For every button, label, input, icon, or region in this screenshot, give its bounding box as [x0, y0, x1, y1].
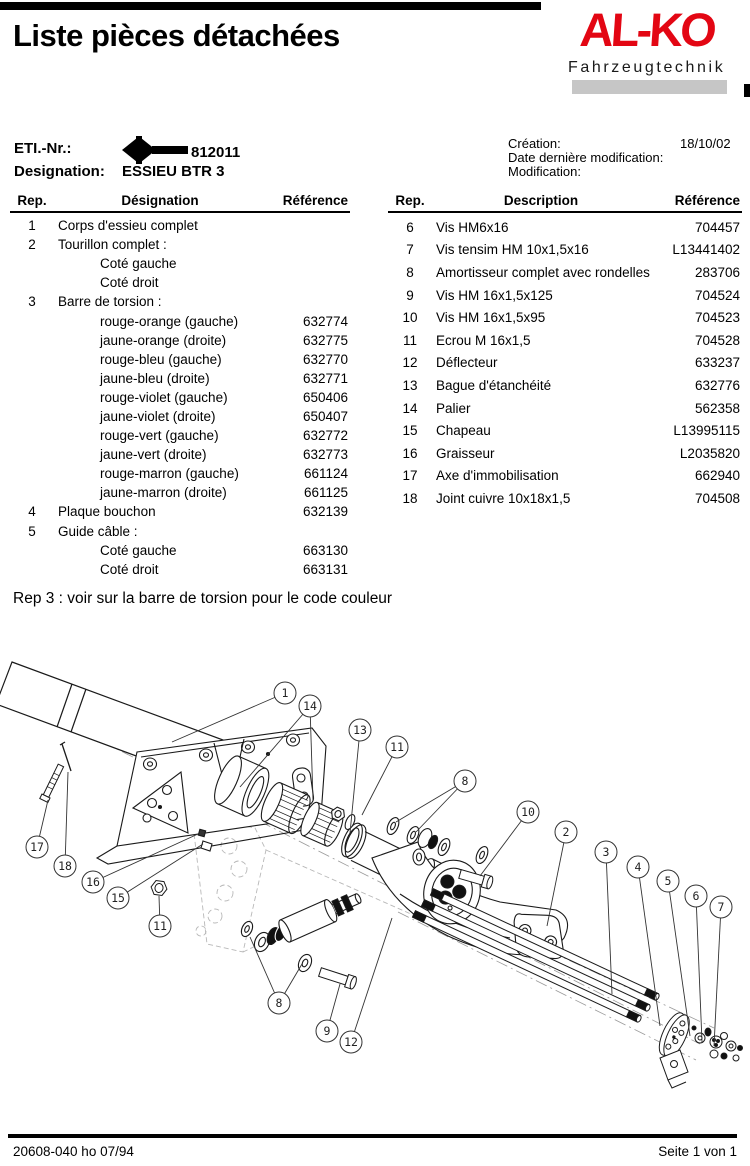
cell-rep: 17 — [402, 468, 418, 484]
cell-designation: rouge-bleu (gauche) — [100, 351, 222, 367]
svg-text:7: 7 — [717, 900, 725, 914]
callout-6 — [685, 885, 707, 907]
svg-text:4: 4 — [634, 860, 642, 874]
cell-designation: rouge-orange (gauche) — [100, 313, 239, 329]
cell-rep: 12 — [402, 355, 418, 371]
page-edge-mark — [744, 84, 750, 97]
end-plate-and-hardware — [654, 1009, 742, 1088]
cell-rep: 2 — [28, 237, 36, 253]
cell-rep: 3 — [28, 294, 36, 310]
cell-designation: Guide câble : — [58, 523, 138, 539]
cell-rep: 4 — [28, 504, 36, 520]
cell-reference: 704528 — [694, 332, 740, 348]
callout-4 — [627, 856, 649, 878]
table-row — [10, 311, 350, 330]
cell-designation: Corps d'essieu complet — [58, 218, 198, 234]
cell-reference: 632139 — [302, 504, 348, 520]
col-header-reference: Référence — [282, 193, 348, 208]
bolt-9 — [318, 966, 358, 990]
table-row — [10, 407, 350, 426]
cell-reference: 650407 — [302, 408, 348, 424]
cell-designation: Déflecteur — [436, 355, 498, 371]
eti-label: ETI.-Nr.: — [14, 140, 72, 157]
table-row — [10, 292, 350, 311]
callout-3 — [595, 841, 617, 863]
cell-reference: 661124 — [303, 466, 348, 482]
cell-reference: 704523 — [694, 310, 740, 326]
table-row — [10, 445, 350, 464]
cell-designation: Ecrou M 16x1,5 — [436, 332, 531, 348]
locking-pin-17 — [40, 763, 65, 802]
table-row — [10, 483, 350, 502]
designation-label: Designation: — [14, 163, 105, 180]
right-parts-table — [388, 190, 742, 510]
callout-17 — [26, 836, 48, 858]
table-row — [10, 388, 350, 407]
cell-reference: 632773 — [302, 447, 348, 463]
cell-designation: Bague d'étanchéité — [436, 377, 552, 393]
svg-text:16: 16 — [86, 875, 100, 889]
svg-text:3: 3 — [602, 845, 610, 859]
creation-value: 18/10/02 — [680, 136, 731, 151]
callout-15 — [107, 887, 129, 909]
svg-text:5: 5 — [664, 874, 672, 888]
leader-line-18 — [65, 772, 68, 866]
leader-line-7 — [714, 907, 721, 1046]
cell-designation: Coté gauche — [100, 256, 177, 272]
cell-reference: 650406 — [302, 389, 348, 405]
left-parts-table — [10, 190, 350, 579]
creation-label: Création: — [508, 136, 561, 151]
footer-page-number: Seite 1 von 1 — [658, 1144, 737, 1159]
leader-line-10 — [480, 812, 528, 876]
svg-text:2: 2 — [562, 825, 570, 839]
cell-designation: Graisseur — [436, 445, 495, 461]
cell-designation: Chapeau — [436, 423, 491, 439]
callout-7 — [710, 896, 732, 918]
cell-designation: Palier — [436, 400, 471, 416]
callout-16 — [82, 871, 104, 893]
svg-text:18: 18 — [58, 859, 72, 873]
cell-rep: 5 — [28, 523, 36, 539]
cell-rep: 7 — [406, 242, 414, 258]
table-row — [388, 352, 742, 375]
table-row — [10, 350, 350, 369]
cell-designation: jaune-orange (droite) — [100, 332, 227, 348]
logo-subtitle: Fahrzeugtechnik — [568, 59, 726, 76]
logo-gray-bar — [572, 80, 727, 94]
callout-2 — [555, 821, 577, 843]
eti-value: 812011 — [191, 144, 241, 161]
callout-10 — [517, 801, 539, 823]
cell-designation: jaune-bleu (droite) — [100, 370, 210, 386]
footer-doc-number: 20608-040 ho 07/94 — [13, 1144, 134, 1159]
col-header-description: Description — [503, 193, 579, 208]
table-row — [10, 273, 350, 292]
cell-rep: 13 — [402, 377, 418, 393]
cell-reference: 632771 — [302, 370, 348, 386]
callout-14 — [299, 695, 321, 717]
svg-text:8: 8 — [275, 996, 283, 1010]
cell-reference: 704457 — [694, 219, 740, 235]
cell-rep: 10 — [402, 310, 418, 326]
cell-designation: Vis tensim HM 10x1,5x16 — [436, 242, 589, 258]
svg-text:14: 14 — [303, 699, 317, 713]
table-row — [388, 306, 742, 329]
cell-reference: 632772 — [302, 428, 348, 444]
table-row — [10, 522, 350, 541]
cell-designation: Axe d'immobilisation — [436, 468, 559, 484]
modification-label: Modification: — [508, 164, 581, 179]
table-row — [388, 284, 742, 307]
table-row — [10, 560, 350, 579]
table-row — [388, 397, 742, 420]
cell-reference: 283706 — [694, 264, 740, 280]
cell-designation: jaune-marron (droite) — [100, 485, 227, 501]
cell-rep: 16 — [402, 445, 418, 461]
cell-designation: jaune-vert (droite) — [100, 447, 207, 463]
svg-text:17: 17 — [30, 840, 44, 854]
cell-designation: Coté droit — [100, 561, 159, 577]
leader-line-12 — [351, 918, 392, 1042]
last-modification-label: Date dernière modification: — [508, 150, 664, 165]
table-row — [388, 419, 742, 442]
leader-line-8 — [396, 781, 465, 822]
cell-designation: Tourillon complet : — [58, 237, 167, 253]
cell-designation: Joint cuivre 10x18x1,5 — [436, 490, 571, 506]
table-row — [388, 442, 742, 465]
footer-rule — [8, 1134, 737, 1138]
cell-rep: 6 — [406, 219, 414, 235]
cell-designation: Amortisseur complet avec rondelles — [436, 264, 650, 280]
cell-reference: L2035820 — [679, 445, 740, 461]
table-row — [388, 329, 742, 352]
rep3-note: Rep 3 : voir sur la barre de torsion pour le code couleur — [13, 590, 393, 607]
cell-rep: 11 — [402, 332, 417, 348]
cell-reference: 661125 — [303, 485, 348, 501]
cell-designation: jaune-violet (droite) — [100, 408, 216, 424]
col-header-rep: Rep. — [17, 193, 47, 208]
cell-reference: L13995115 — [673, 423, 740, 439]
col-header-reference: Référence — [674, 193, 740, 208]
callout-13 — [349, 719, 371, 741]
cell-rep: 8 — [406, 264, 414, 280]
callout-5 — [657, 870, 679, 892]
table-row — [10, 464, 350, 483]
table-row — [388, 487, 742, 510]
svg-text:8: 8 — [461, 774, 469, 788]
callout-11 — [149, 915, 171, 937]
cell-reference: L13441402 — [672, 242, 740, 258]
cell-reference: 632776 — [694, 377, 740, 393]
callout-8 — [454, 770, 476, 792]
cell-reference: 704508 — [694, 490, 740, 506]
svg-text:13: 13 — [353, 723, 367, 737]
page-title: Liste pièces détachées — [13, 18, 340, 53]
svg-text:10: 10 — [521, 805, 535, 819]
cell-designation: Coté droit — [100, 275, 159, 291]
cell-designation: Vis HM 16x1,5x95 — [436, 310, 546, 326]
cell-designation: Vis HM6x16 — [436, 219, 509, 235]
shock-absorber — [239, 887, 365, 974]
callout-18 — [54, 855, 76, 877]
callout-8 — [268, 992, 290, 1014]
callout-11 — [386, 736, 408, 758]
callout-12 — [340, 1031, 362, 1053]
top-rule — [0, 2, 541, 10]
cell-designation: Vis HM 16x1,5x125 — [436, 287, 553, 303]
table-row — [10, 235, 350, 254]
svg-text:1: 1 — [281, 686, 289, 700]
cell-designation: Coté gauche — [100, 542, 177, 558]
table-row — [388, 465, 742, 488]
cell-reference: 632770 — [302, 351, 348, 367]
alko-logo: AL-KO — [578, 3, 716, 56]
cell-rep: 9 — [406, 287, 414, 303]
svg-text:15: 15 — [111, 891, 125, 905]
nut-11 — [150, 880, 168, 896]
axle-icon — [122, 135, 188, 165]
cell-reference: 663130 — [302, 542, 348, 558]
table-row — [388, 216, 742, 239]
table-row — [10, 369, 350, 388]
table-row — [10, 331, 350, 350]
table-row — [10, 254, 350, 273]
cell-rep: 14 — [402, 400, 418, 416]
col-header-designation: Désignation — [121, 193, 199, 208]
cell-reference: 704524 — [694, 287, 740, 303]
svg-text:11: 11 — [153, 919, 167, 933]
cell-designation: Barre de torsion : — [58, 294, 162, 310]
table-row — [10, 502, 350, 521]
cell-reference: 633237 — [694, 355, 740, 371]
svg-text:9: 9 — [323, 1024, 331, 1038]
table-row — [10, 426, 350, 445]
cell-rep: 1 — [28, 218, 36, 234]
svg-text:6: 6 — [692, 889, 700, 903]
right-table-header — [388, 190, 742, 213]
cell-designation: rouge-vert (gauche) — [100, 428, 219, 444]
cell-reference: 632775 — [302, 332, 348, 348]
svg-text:11: 11 — [390, 740, 404, 754]
cell-designation: Plaque bouchon — [58, 504, 156, 520]
cell-designation: rouge-marron (gauche) — [100, 466, 239, 482]
callout-1 — [274, 682, 296, 704]
table-row — [10, 216, 350, 235]
col-header-rep: Rep. — [395, 193, 425, 208]
cell-reference: 632774 — [302, 313, 348, 329]
exploded-view-diagram — [0, 650, 750, 1120]
left-table-header — [10, 190, 350, 213]
cell-reference: 663131 — [302, 561, 348, 577]
table-row — [10, 541, 350, 560]
cell-designation: rouge-violet (gauche) — [100, 389, 228, 405]
cell-rep: 18 — [402, 490, 418, 506]
cell-reference: 562358 — [694, 400, 740, 416]
splined-bushings — [209, 753, 490, 866]
table-row — [388, 261, 742, 284]
designation-value: ESSIEU BTR 3 — [122, 163, 225, 180]
callout-9 — [316, 1020, 338, 1042]
svg-text:12: 12 — [344, 1035, 358, 1049]
table-row — [388, 374, 742, 397]
cell-reference: 662940 — [694, 468, 740, 484]
table-row — [388, 239, 742, 262]
cell-rep: 15 — [402, 423, 418, 439]
